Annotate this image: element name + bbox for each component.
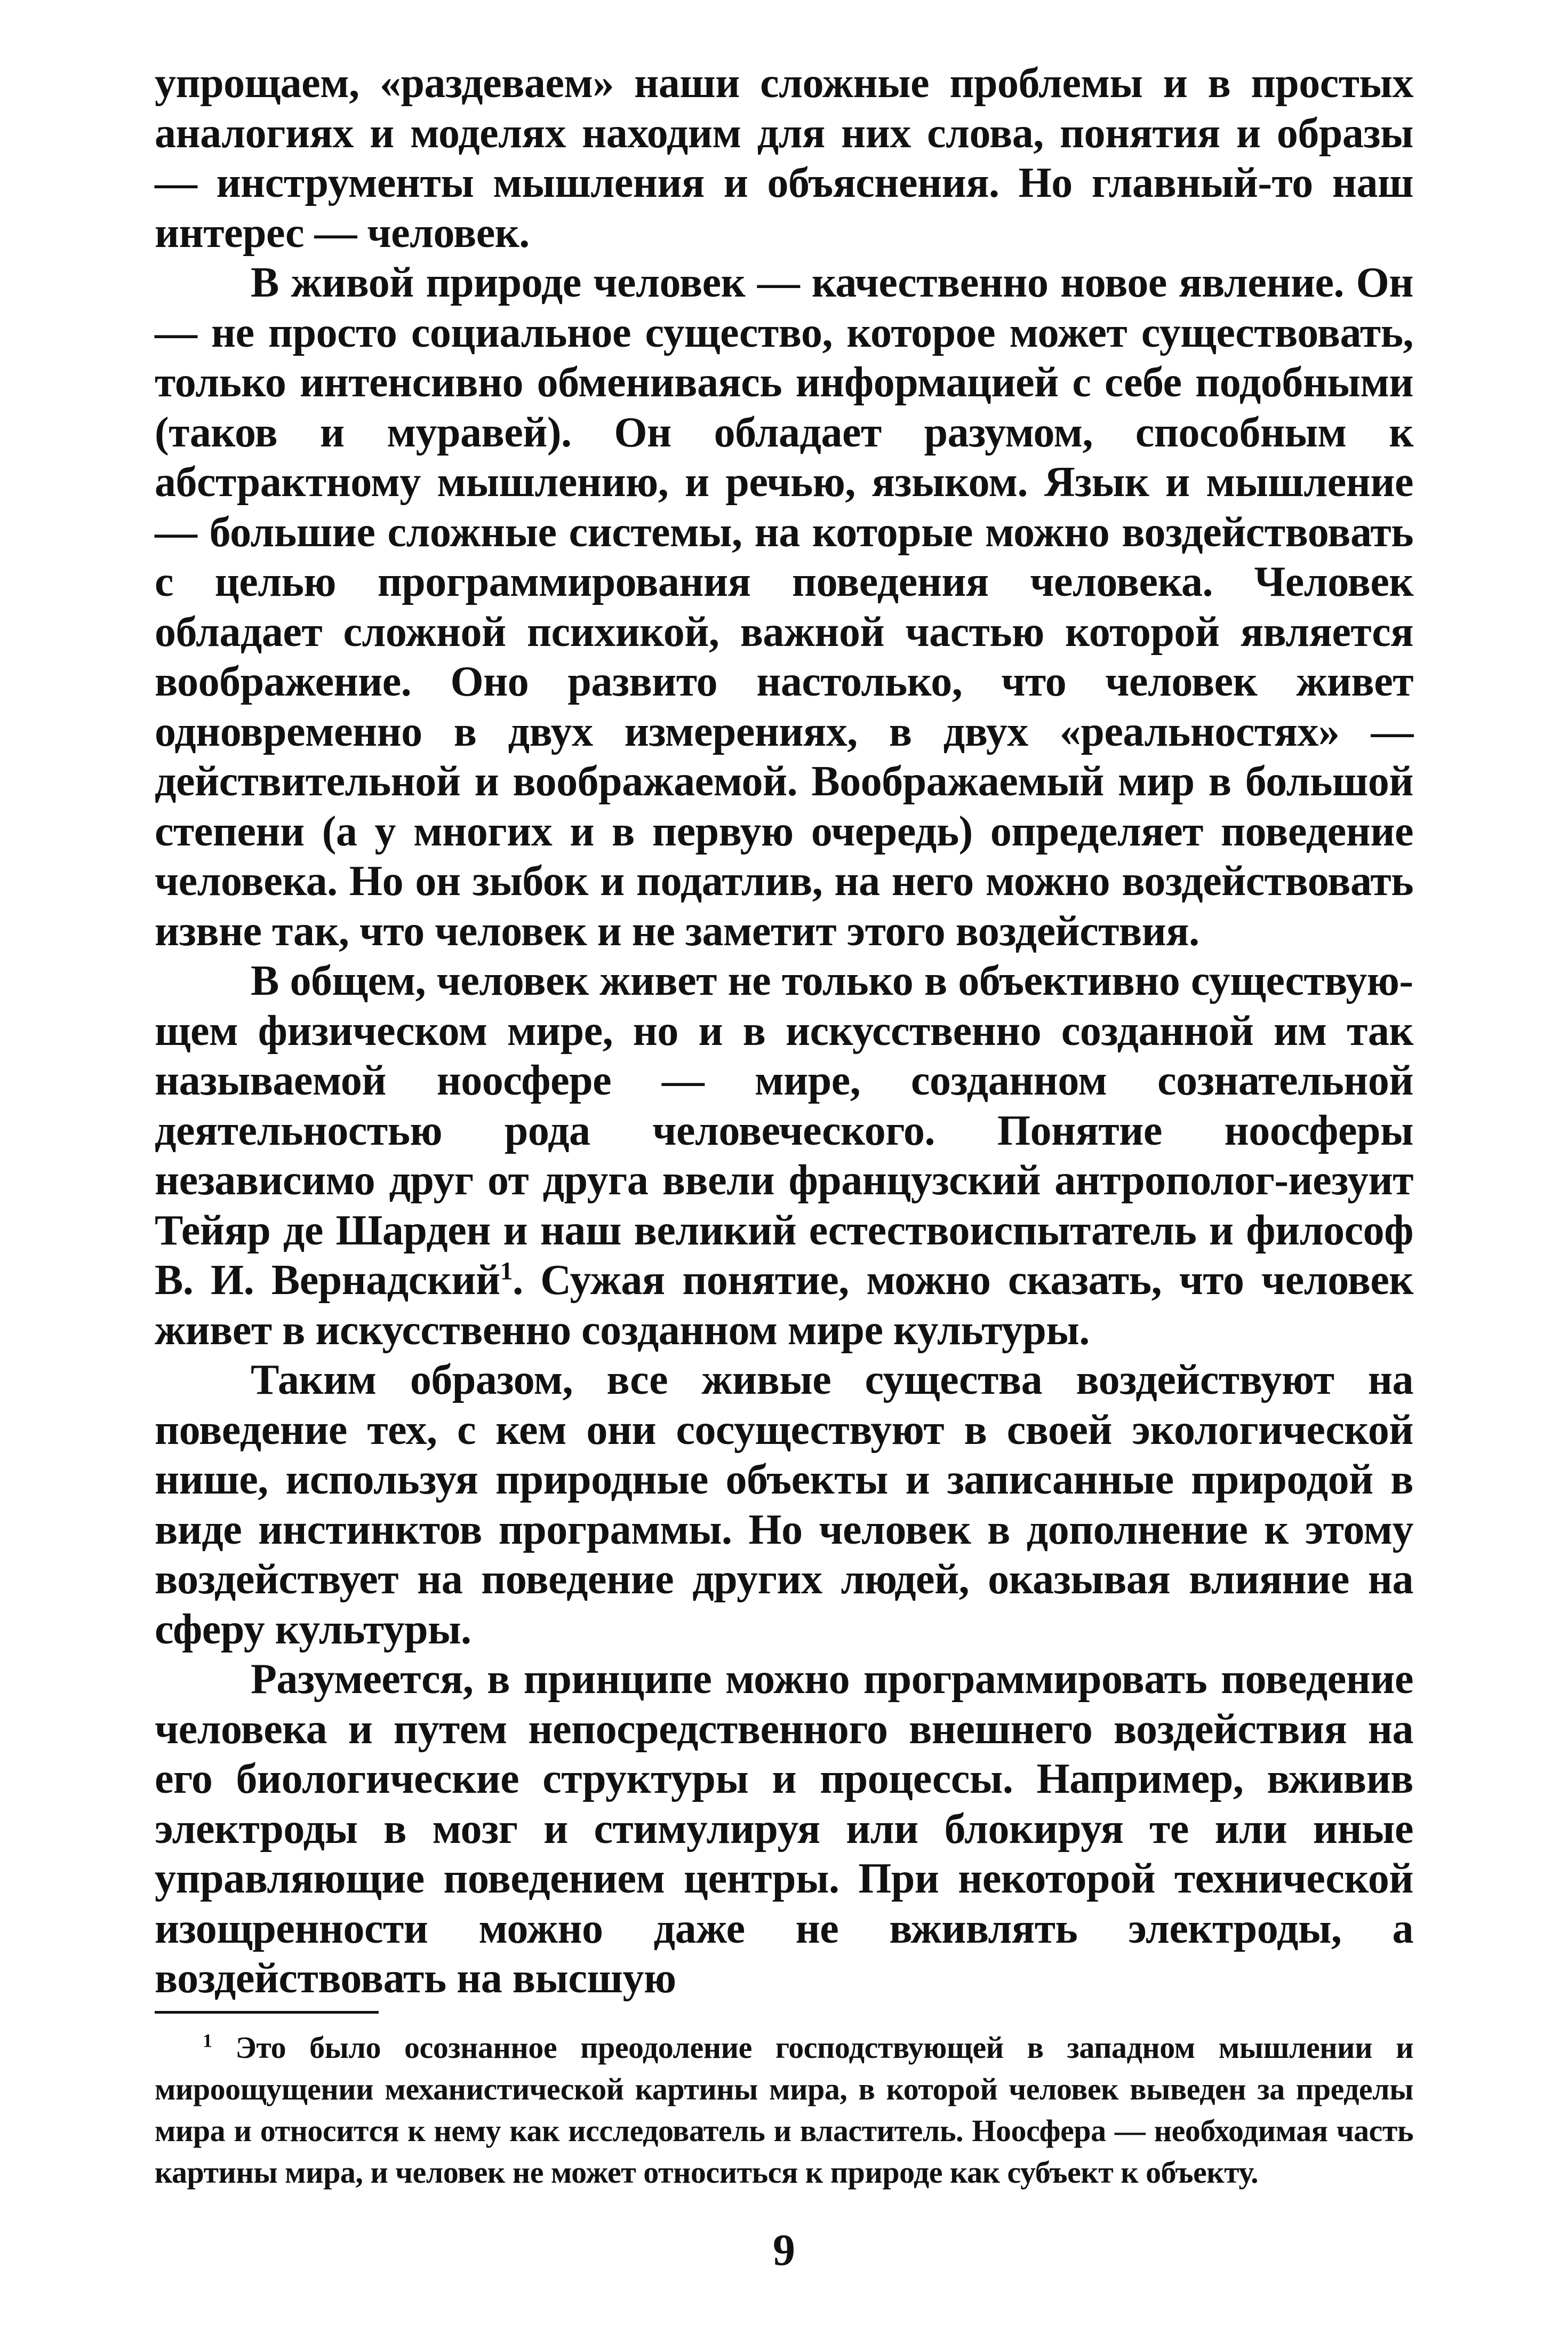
footnote-divider [155,2011,379,2014]
footnote-paragraph [155,2027,1413,2193]
paragraph-noosphere-text-end: . Сужая понятие, можно сказать, что человек живет в искусственно созданном мире культуры. [155,1257,1414,1354]
paragraph-continued: упрощаем, «раздеваем» наши сложные проблемы и в простых аналогиях и моделях находим для них слова, понятия и образы — инструменты мышления и объяснения. Но главный-то наш интерес — человек. [155,60,1413,257]
page-number: 9 [773,2225,795,2275]
footnote-mark: 1 [203,2030,212,2051]
paragraph-living-beings: Таким образом, все живые существа воздействуют на поведение тех, с кем они сосуществуют в своей экологической нише, используя природные объекты и записанные природой в виде инстинктов программы. Но человек в дополнение к этому воздействует на поведение других людей, оказывая влияние на сферу культуры. [155,1356,1413,1653]
paragraph-human-nature: В живой природе человек — качественно новое явление. Он — не просто социальное существо, которое может существовать, только интенсивно обмениваясь информацией с себе подобными (таков и муравей). Он обладает разумом, способным к абстрактному мышлению, и речью, языком. Язык и мышление — большие сложные системы, на которые можно воздействовать с целью программирования поведения человека. Человек обладает сложной психикой, важной частью которой является воображение. Оно развито настолько, что человек живет одновременно в двух измерениях, в двух «реальностях» — действительной и воображаемой. Воображаемый мир в большой степени (а у многих и в первую очередь) определяет поведение человека. Но он зыбок и податлив, на него можно воздействовать извне так, что человек и не заметит этого воздействия. [155,259,1413,955]
paragraph-noosphere [155,956,1413,1355]
paragraph-noosphere-text: В общем, человек живет не только в объективно существующем физическом мире, но и в искусственно созданной им так называемой ноосфере — мире, созданном сознательной деятельностью рода человеческого. Понятие ноосферы независимо друг от друга ввели французский антрополог-иезуит Тейяр де Шарден и наш великий естествоиспытатель и философ В. И. Вернадский [155,957,1413,1304]
footnote-reference: 1 [500,1257,513,1286]
main-text [155,59,1413,2004]
footnote [155,2027,1413,2193]
paragraph-programming: Разумеется, в принципе можно программировать поведение человека и путем непосредственного внешнего воздействия на его биологические структуры и процессы. Например, вживив электроды в мозг и стимулируя или блокируя те или иные управляющие поведением центры. При некоторой технической изощренности можно даже не вживлять электроды, а воздействовать на высшую [155,1656,1413,2002]
footnote-text: Это было осознанное преодоление господствующей в западном мышлении и мироощущении механистической картины мира, в которой человек выведен за пределы мира и относится к нему как исследователь и властитель. Ноосфера — необходимая часть картины мира, и человек не может относиться к природе как субъект к объекту. [155,2030,1413,2190]
book-page [155,59,1413,2310]
